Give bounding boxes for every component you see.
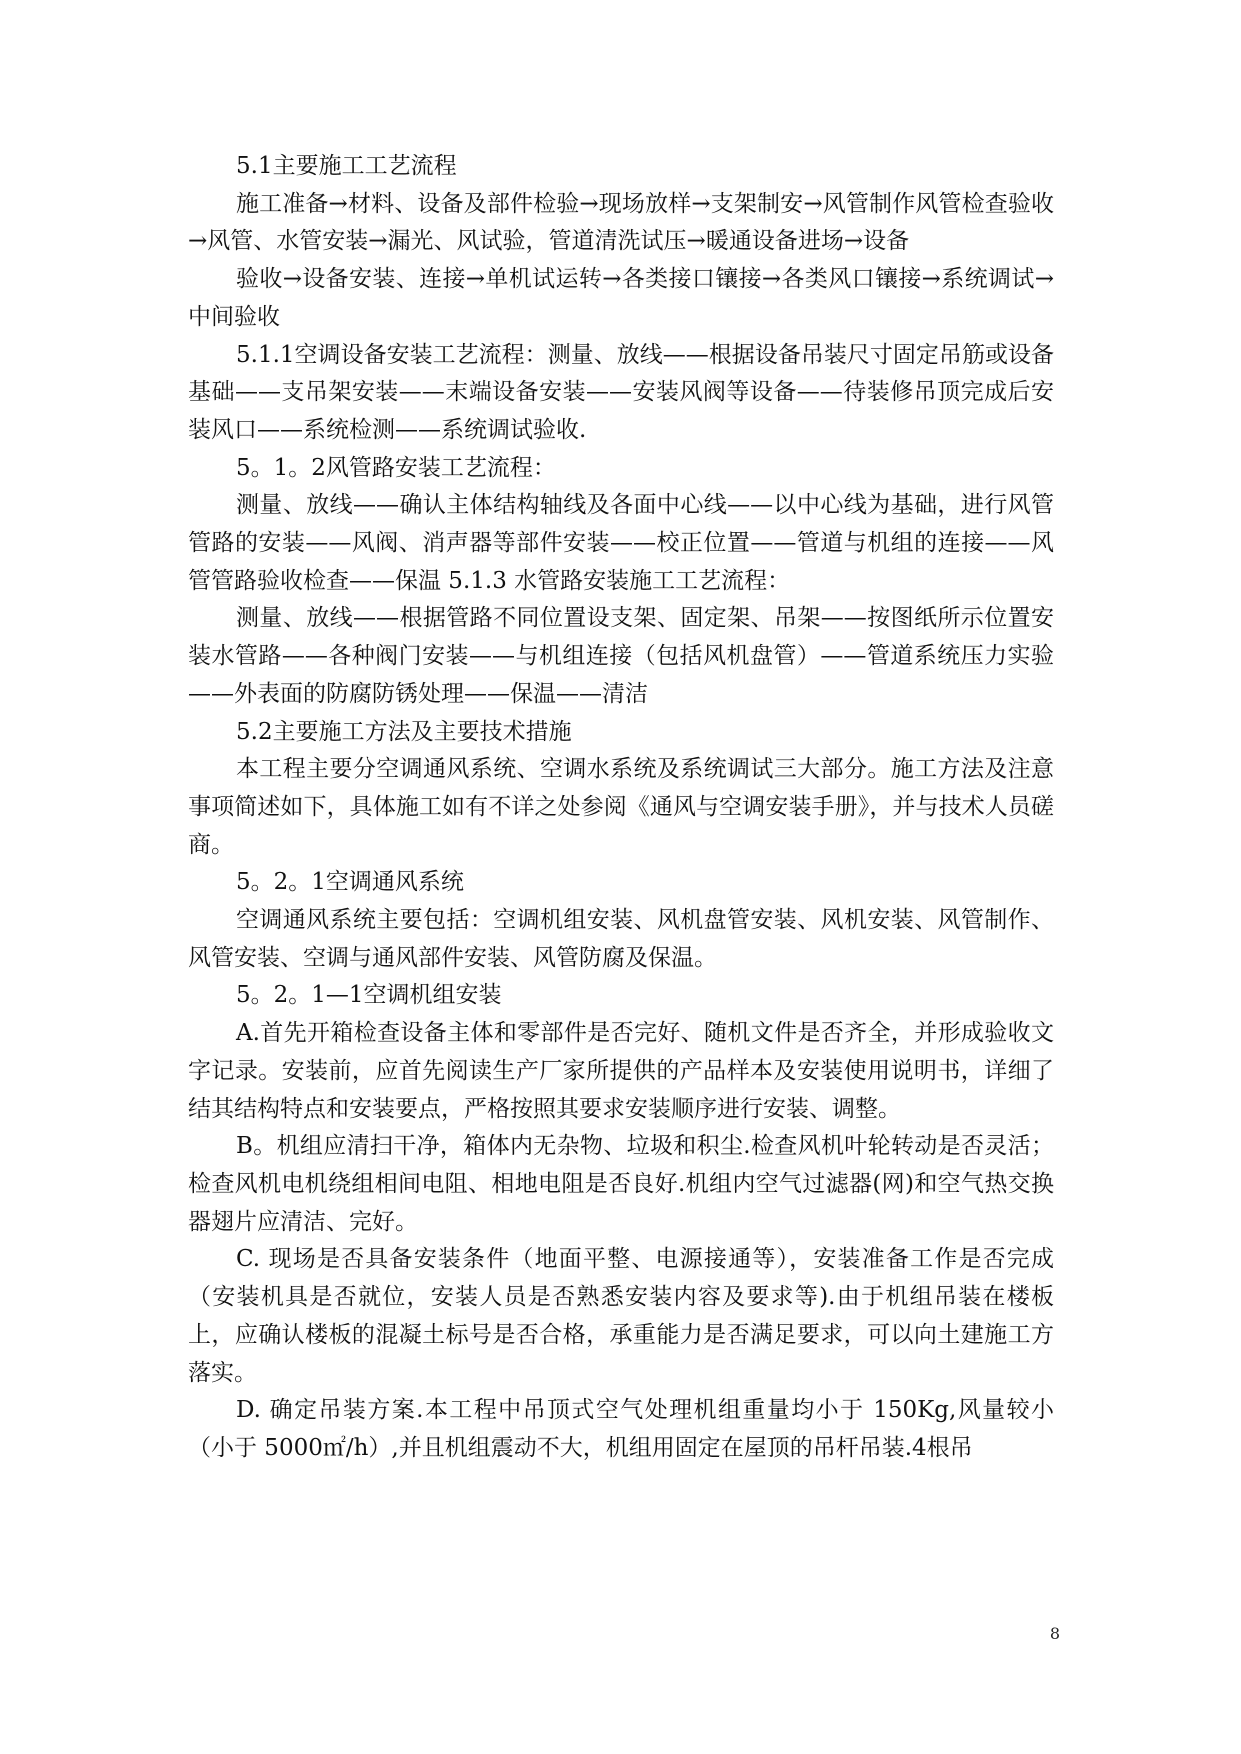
paragraph-project-overview: 本工程主要分空调通风系统、空调水系统及系统调试三大部分。施工方法及注意事项简述如下，具体施工如有不详之处参阅《通风与空调安装手册》，并与技术人员磋商。	[188, 756, 1054, 858]
paragraph-process-flow: 施工准备→材料、设备及部件检验→现场放样→支架制安→风管制作风管检查验收→风管、水管安装→漏光、风试验，管道清洗试压→暖通设备进场→设备	[188, 190, 1054, 255]
heading-5-2: 5.2主要施工方法及主要技术措施	[236, 718, 572, 745]
heading-5-1: 5.1主要施工工艺流程	[236, 153, 457, 179]
paragraph-item-d: D. 确定吊装方案.本工程中吊顶式空气处理机组重量均小于 150Kg,风量较小（小于 5000㎡/h）,并且机组震动不大，机组用固定在屋顶的吊杆吊装.4根吊	[188, 1397, 1054, 1461]
paragraph-process-flow-continued: 验收→设备安装、连接→单机试运转→各类接口镶接→各类风口镶接→系统调试→中间验收	[188, 266, 1054, 330]
paragraph-water-pipe-installation: 测量、放线——根据管路不同位置设支架、固定架、吊架——按图纸所示位置安装水管路——各种阀门安装——与机组连接（包括风机盘管）——管道系统压力实验——外表面的防腐防锈处理——保温——清洁	[188, 605, 1055, 707]
heading-5-1-2: 5。1。2风管路安装工艺流程：	[236, 454, 556, 481]
page-number: 8	[1049, 1624, 1060, 1643]
paragraph-ventilation-system: 空调通风系统主要包括：空调机组安装、风机盘管安装、风机安装、风管制作、风管安装、空调与通风部件安装、风管防腐及保温。	[188, 907, 1054, 971]
document-body	[188, 148, 1054, 1468]
paragraph-item-b: B。机组应清扫干净，箱体内无杂物、垃圾和积尘.检查风机叶轮转动是否灵活；检查风机电机绕组相间电阻、相地电阻是否良好.机组内空气过滤器(网)和空气热交换器翅片应清洁、完好。	[188, 1133, 1054, 1235]
paragraph-duct-installation: 测量、放线——确认主体结构轴线及各面中心线——以中心线为基础，进行风管管路的安装——风阀、消声器等部件安装——校正位置——管道与机组的连接——风管管路验收检查——保温 5.1.3 水管路安装施工工艺流程：	[188, 492, 1054, 594]
heading-5-2-1: 5。2。1空调通风系统	[236, 869, 464, 896]
paragraph-5-1-1: 5.1.1空调设备安装工艺流程：测量、放线——根据设备吊装尺寸固定吊筋或设备基础——支吊架安装——末端设备安装——安装风阀等设备——待装修吊顶完成后安装风口——系统检测——系统调试验收.	[188, 341, 1054, 443]
heading-5-2-1-1: 5。2。1—1空调机组安装	[236, 982, 502, 1009]
paragraph-item-c: C. 现场是否具备安装条件（地面平整、电源接通等），安装准备工作是否完成（安装机具是否就位，安装人员是否熟悉安装内容及要求等).由于机组吊装在楼板上，应确认楼板的混凝土标号是否合格，承重能力是否满足要求，可以向土建施工方落实。	[188, 1246, 1054, 1386]
paragraph-item-a: A.首先开箱检查设备主体和零部件是否完好、随机文件是否齐全，并形成验收文字记录。安装前，应首先阅读生产厂家所提供的产品样本及安装使用说明书，详细了结其结构特点和安装要点，严格按照其要求安装顺序进行安装、调整。	[188, 1020, 1054, 1122]
